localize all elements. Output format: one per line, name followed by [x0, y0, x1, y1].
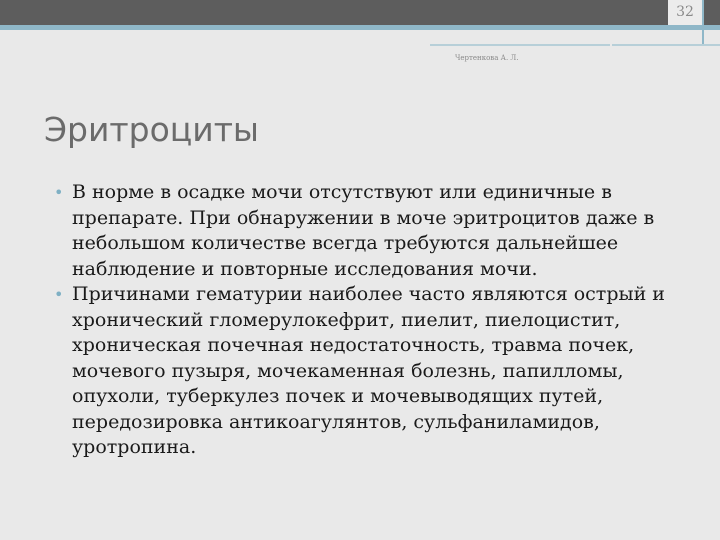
decorative-line-top	[430, 44, 610, 46]
decorative-line-right	[612, 44, 720, 46]
bullet-item	[52, 180, 692, 282]
bullet-marker: •	[54, 183, 64, 202]
header-accent-rule	[0, 25, 720, 30]
page-number: 32	[676, 4, 694, 20]
page-tab-divider	[702, 0, 704, 45]
slide-title: Эритроциты	[44, 110, 259, 149]
bullet-marker: •	[54, 285, 64, 304]
bullet-text: Причинами гематурии наиболее часто являются острый и хронический гломерулокефрит, пиелит, пиелоцистит, хроническая почечная недостаточность, травма почек, мочевого пузыря, мочекаменная болезнь, папилломы, опухоли, туберкулез почек и мочевыводящих путей, передозировка антикоагулянтов, сульфаниламидов, уротропина.	[72, 283, 665, 458]
header-band	[0, 0, 720, 25]
bullet-list	[52, 180, 692, 461]
author-label: Чертенкова А. Л.	[455, 54, 519, 62]
bullet-text: В норме в осадке мочи отсутствуют или единичные в препарате. При обнаружении в моче эритроцитов даже в небольшом количестве всегда требуются дальнейшее наблюдение и повторные исследования мочи.	[72, 181, 655, 280]
bullet-item	[52, 282, 692, 461]
